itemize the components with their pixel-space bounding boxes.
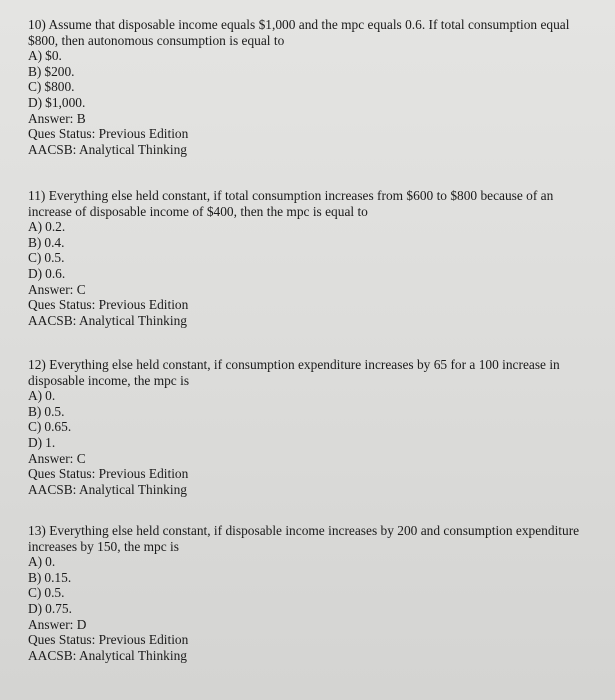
option-c: [28, 79, 598, 95]
option-text: 0.65.: [44, 419, 72, 435]
option-key: D): [28, 434, 43, 450]
option-key: B): [28, 403, 42, 419]
option-key: D): [28, 600, 43, 616]
option-d: [28, 95, 598, 111]
option-text: 0.2.: [45, 219, 66, 235]
option-key: B): [28, 234, 42, 250]
option-d: [28, 266, 598, 282]
status-line: Ques Status: Previous Edition: [28, 632, 189, 648]
option-text: 0.6.: [45, 265, 66, 281]
status-line: Ques Status: Previous Edition: [28, 126, 189, 142]
option-text: 0.5.: [44, 403, 65, 419]
question-12: [28, 357, 598, 497]
option-text: $200.: [44, 63, 75, 79]
aacsb-line: AACSB: Analytical Thinking: [28, 312, 187, 328]
option-text: 0.: [45, 554, 56, 570]
option-key: D): [28, 265, 43, 281]
option-key: A): [28, 554, 43, 570]
option-d: [28, 435, 598, 451]
option-b: [28, 64, 598, 80]
status-line: Ques Status: Previous Edition: [28, 466, 189, 482]
question-stem: 10) Assume that disposable income equals $1,000 and the mpc equals 0.6. If total consumption equal $800, then autonomous consumption is equal to: [28, 17, 570, 48]
option-key: A): [28, 219, 43, 235]
aacsb-line: AACSB: Analytical Thinking: [28, 481, 187, 497]
aacsb-line: AACSB: Analytical Thinking: [28, 141, 187, 157]
question-13: [28, 523, 598, 663]
option-a: [28, 554, 598, 570]
option-c: [28, 585, 598, 601]
option-key: B): [28, 63, 42, 79]
option-d: [28, 601, 598, 617]
option-c: [28, 419, 598, 435]
answer-line: Answer: C: [28, 281, 86, 297]
option-a: [28, 219, 598, 235]
option-b: [28, 404, 598, 420]
option-c: [28, 250, 598, 266]
answer-line: Answer: C: [28, 450, 86, 466]
option-text: $0.: [45, 48, 62, 64]
option-b: [28, 235, 598, 251]
question-stem: 12) Everything else held constant, if consumption expenditure increases by 65 for a 100 increase in disposable income, the mpc is: [28, 357, 560, 388]
option-text: 0.4.: [44, 234, 65, 250]
option-text: $1,000.: [45, 94, 86, 110]
option-key: C): [28, 250, 42, 266]
option-b: [28, 570, 598, 586]
question-stem: 13) Everything else held constant, if disposable income increases by 200 and consumption expenditure increases by 150, the mpc is: [28, 523, 580, 554]
status-line: Ques Status: Previous Edition: [28, 297, 189, 313]
option-text: 0.: [45, 388, 56, 404]
option-key: C): [28, 79, 42, 95]
option-key: A): [28, 48, 43, 64]
option-key: C): [28, 419, 42, 435]
option-key: D): [28, 94, 43, 110]
option-text: 0.15.: [44, 569, 72, 585]
option-text: 0.5.: [44, 585, 65, 601]
option-key: A): [28, 388, 43, 404]
option-text: 1.: [45, 434, 56, 450]
question-stem: 11) Everything else held constant, if total consumption increases from $600 to $800 because of an increase of disposable income of $400, then the mpc is equal to: [28, 188, 554, 219]
option-key: C): [28, 585, 42, 601]
option-text: 0.5.: [44, 250, 65, 266]
option-a: [28, 48, 598, 64]
answer-line: Answer: B: [28, 110, 86, 126]
question-10: [28, 17, 598, 157]
option-a: [28, 388, 598, 404]
question-11: [28, 188, 598, 328]
answer-line: Answer: D: [28, 616, 87, 632]
option-text: $800.: [44, 79, 75, 95]
option-key: B): [28, 569, 42, 585]
option-text: 0.75.: [45, 600, 72, 616]
aacsb-line: AACSB: Analytical Thinking: [28, 647, 187, 663]
